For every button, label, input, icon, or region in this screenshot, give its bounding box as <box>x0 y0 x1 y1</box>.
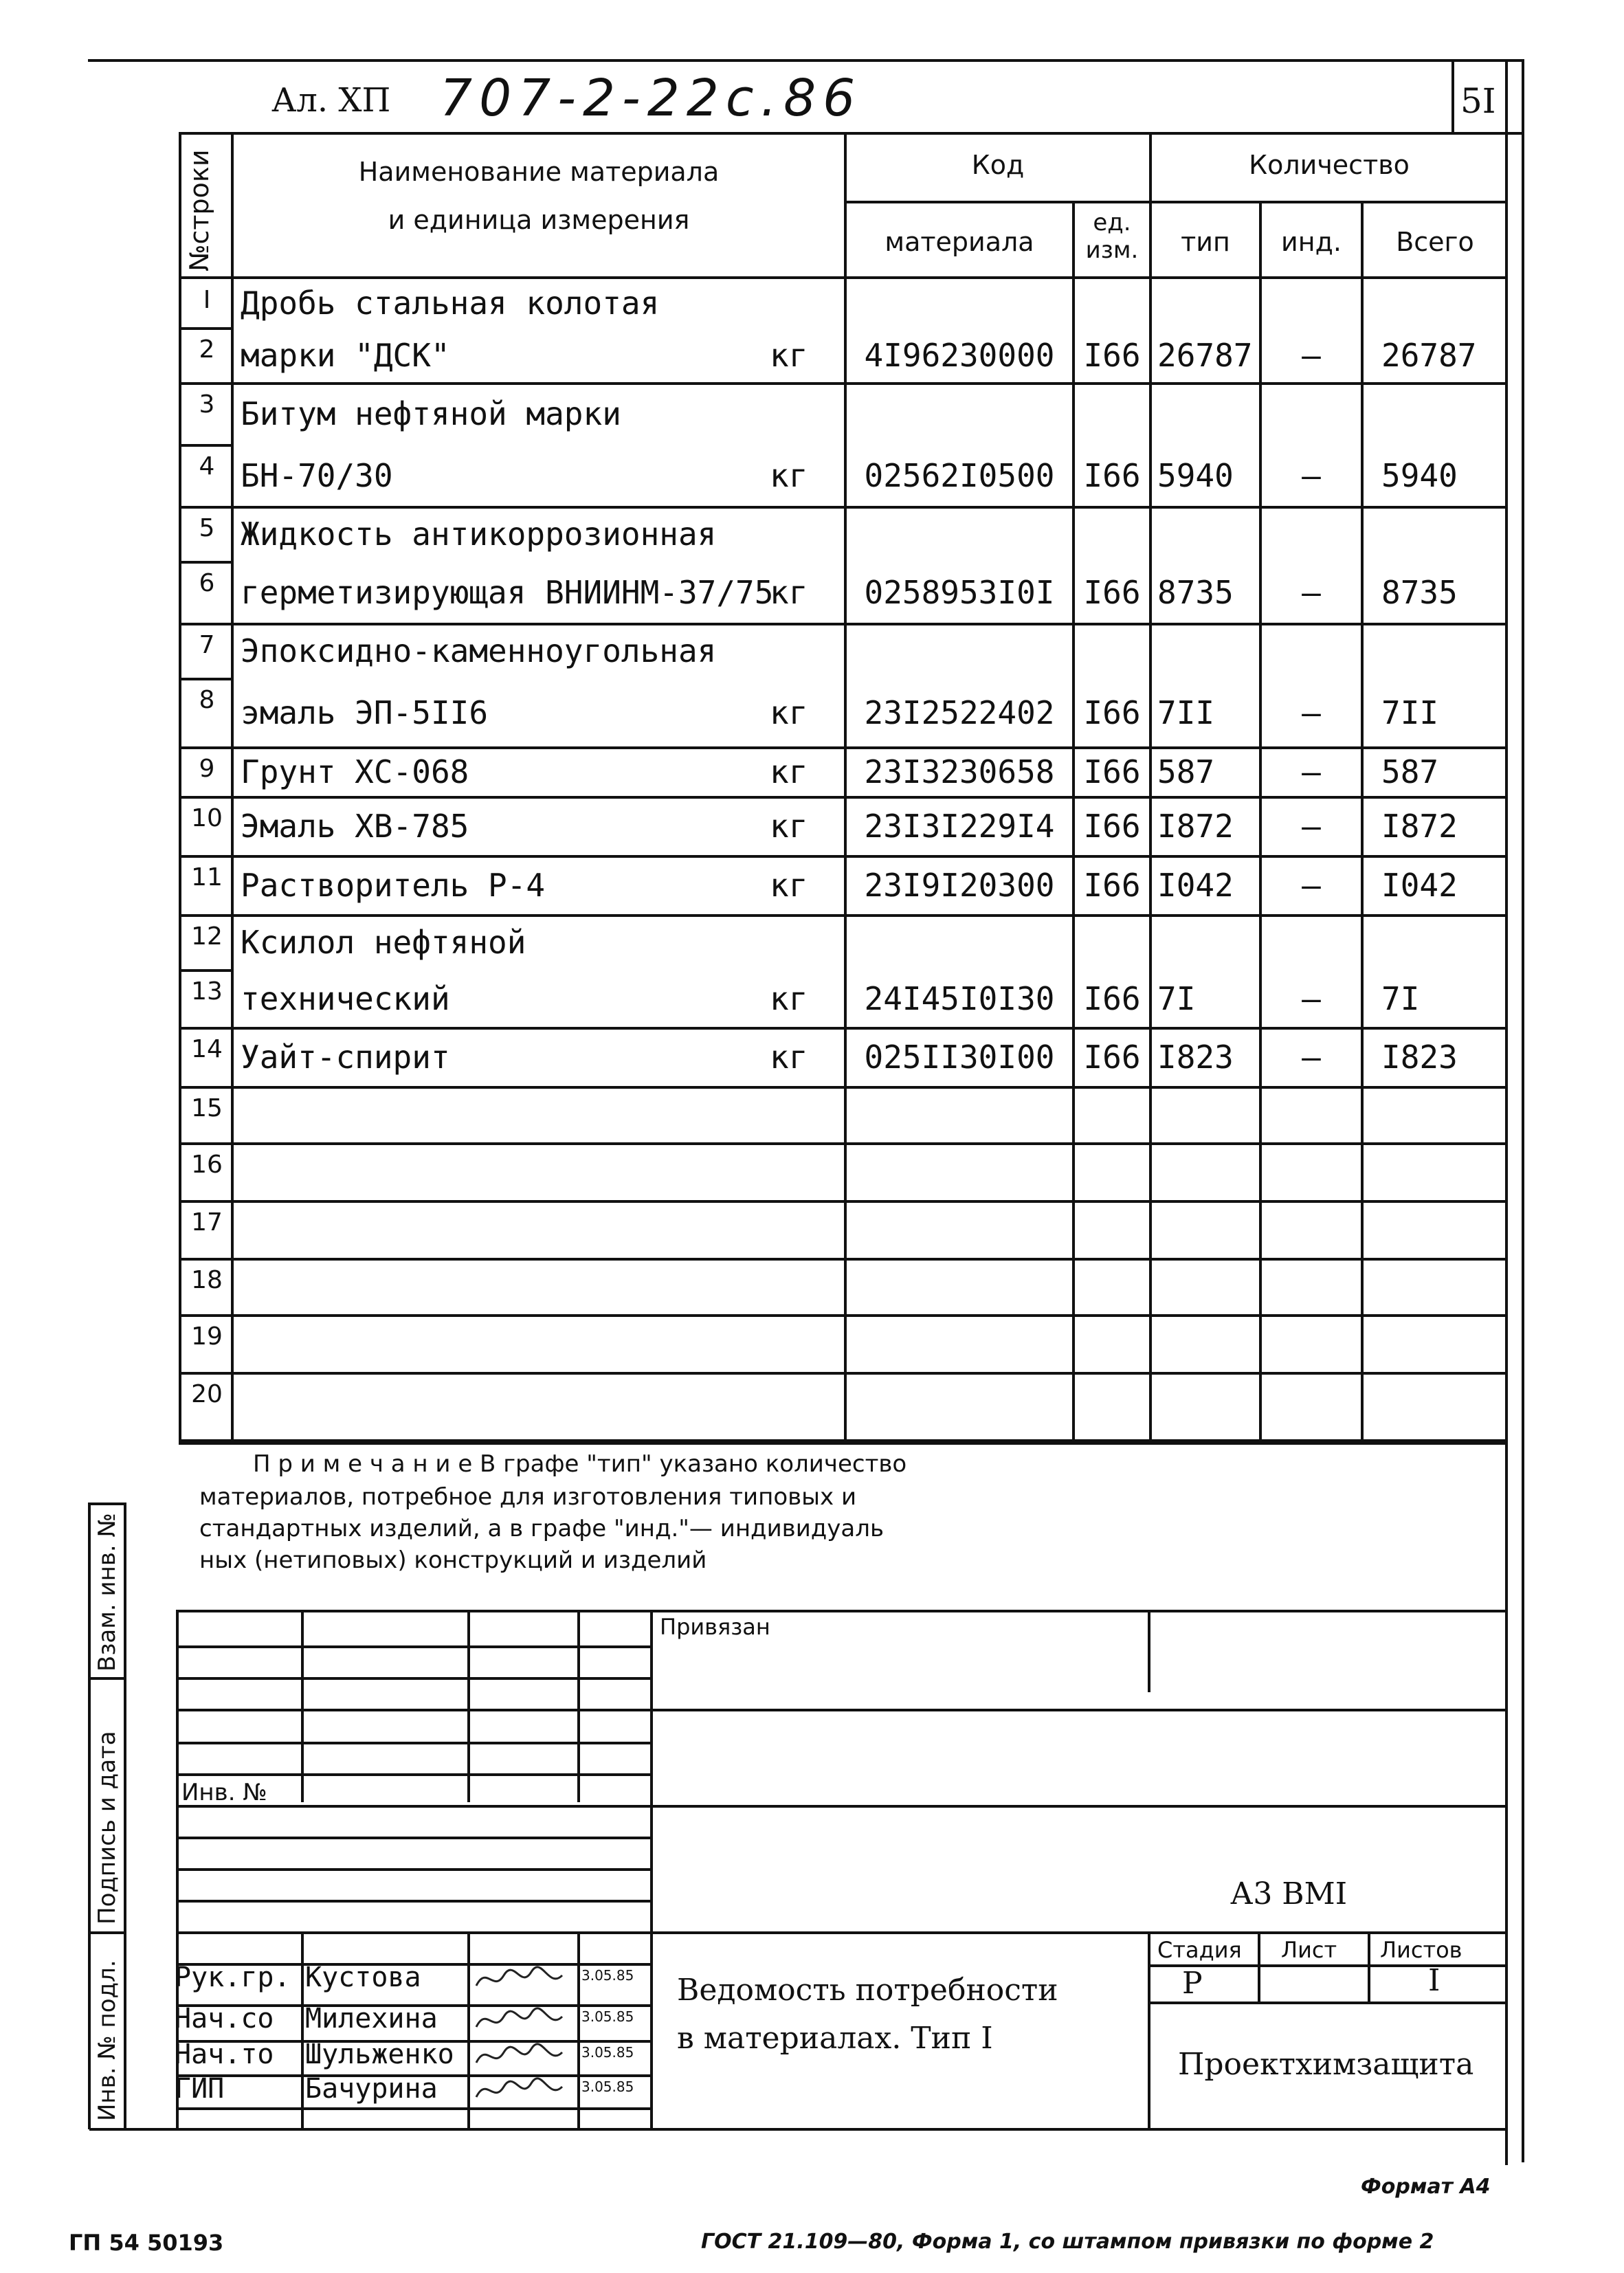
quantity-total: I823 <box>1381 1039 1458 1076</box>
material-name: марки "ДСК" <box>241 337 450 374</box>
quantity-ind: — <box>1302 980 1321 1017</box>
signer-role: Нач.со <box>175 2003 274 2034</box>
gost-label: ГОСТ 21.109—80, Форма 1, со штампом привязки по форме 2 <box>701 2230 1434 2254</box>
unit-header-line2: изм. <box>1085 236 1139 264</box>
material-code: 23I3230658 <box>864 753 1055 790</box>
unit-code: I66 <box>1083 867 1141 904</box>
page-number-divider <box>1451 59 1454 135</box>
row-separator <box>232 746 1506 749</box>
row-number: 14 <box>191 1035 223 1063</box>
row-number-separator <box>180 914 232 917</box>
quantity-header: Количество <box>1249 150 1410 180</box>
signer-col1 <box>301 1931 304 2129</box>
signer-col2 <box>467 1931 470 2129</box>
quantity-ind: — <box>1302 457 1321 494</box>
quantity-tip: 587 <box>1157 753 1215 790</box>
row-number-separator <box>180 1200 232 1203</box>
privyazan-divider <box>1148 1610 1150 1692</box>
quantity-tip: 5940 <box>1157 457 1234 494</box>
name-header-line1: Наименование материала <box>358 157 720 187</box>
stamp-bottom-line <box>89 2128 1506 2131</box>
side-label-vzam: Взам. инв. № <box>93 1513 121 1672</box>
side-strip-left <box>88 1503 91 2129</box>
material-name: герметизирующая ВНИИНМ-37/75 <box>241 574 774 611</box>
side-strip-div1 <box>88 1677 126 1680</box>
footer-code: ГП 54 50193 <box>69 2230 224 2256</box>
note-line3: стандартных изделий, а в графе "инд."— индивидуаль <box>199 1515 885 1542</box>
sheets-value: I <box>1428 1963 1441 1998</box>
sheet-col-divider <box>1368 1931 1370 2003</box>
row-number: 6 <box>199 569 215 597</box>
side-label-inv-podl: Инв. № подл. <box>93 1960 121 2121</box>
material-name: Ксилол нефтяной <box>241 924 526 961</box>
signer-name: Кустова <box>305 1962 421 1993</box>
row-separator <box>232 855 1506 858</box>
sheets-label: Листов <box>1380 1937 1462 1963</box>
row-number-header: №строки <box>184 149 214 271</box>
side-strip-right <box>124 1503 126 2129</box>
signer-name: Шульженко <box>305 2039 454 2070</box>
table-top-line <box>180 132 1524 135</box>
row-number-separator <box>180 969 232 972</box>
quantity-total: 7I <box>1381 980 1420 1017</box>
ind-header: инд. <box>1281 227 1342 257</box>
unit: кг <box>770 574 808 611</box>
privyazan-label: Привязан <box>660 1614 770 1640</box>
stamp-row-line-7 <box>177 1837 652 1839</box>
unit-code: I66 <box>1083 574 1141 611</box>
material-name: Жидкость антикоррозионная <box>241 515 717 553</box>
organization-name: Проектхимзащита <box>1178 2047 1474 2082</box>
row-number-separator <box>180 1027 232 1030</box>
quantity-total: 7II <box>1381 694 1439 731</box>
material-name: Грунт ХС-068 <box>241 753 469 790</box>
quantity-ind: — <box>1302 1039 1321 1076</box>
album-label: Ал. ХП <box>271 81 391 120</box>
row-number: 15 <box>191 1094 223 1122</box>
inv-no-label: Инв. № <box>181 1779 267 1806</box>
code-header: Код <box>971 150 1025 180</box>
row-separator <box>232 1258 1506 1261</box>
row-number: 9 <box>199 755 215 783</box>
quantity-tip: 8735 <box>1157 574 1234 611</box>
row-number-separator <box>180 561 232 564</box>
side-strip-top <box>88 1503 126 1505</box>
quantity-total: 8735 <box>1381 574 1458 611</box>
quantity-ind: — <box>1302 808 1321 845</box>
row-number: 10 <box>191 804 223 832</box>
stamp-row-line-8 <box>177 1868 652 1871</box>
unit-code: I66 <box>1083 337 1141 374</box>
stage-value-line <box>1148 2002 1506 2004</box>
quantity-tip: I823 <box>1157 1039 1234 1076</box>
right-border-line <box>1522 59 1524 2162</box>
row-number-separator <box>180 1142 232 1145</box>
doc-title-line2: в материалах. Тип I <box>677 2021 993 2056</box>
material-code: 23I9I20300 <box>864 867 1055 904</box>
quantity-ind: — <box>1302 337 1321 374</box>
row-number: 16 <box>191 1151 223 1179</box>
col-line-code <box>844 132 847 1445</box>
row-separator <box>232 1086 1506 1089</box>
doc-title-line1: Ведомость потребности <box>677 1973 1058 2008</box>
material-code: 025II30I00 <box>864 1039 1055 1076</box>
row-separator <box>232 1372 1506 1375</box>
row-separator <box>232 1142 1506 1145</box>
stage-value: Р <box>1182 1966 1203 2001</box>
total-header: Всего <box>1396 227 1474 257</box>
right-inner-line <box>1505 62 1508 2165</box>
material-header: материала <box>885 227 1034 257</box>
row-separator <box>232 623 1506 625</box>
row-number-separator <box>180 1258 232 1261</box>
row-number-separator <box>180 382 232 385</box>
quantity-tip: I042 <box>1157 867 1234 904</box>
row-separator <box>232 382 1506 385</box>
unit: кг <box>770 694 808 731</box>
material-name: Битум нефтяной марки <box>241 395 621 432</box>
material-name: эмаль ЭП-5II6 <box>241 694 489 731</box>
stamp-row-line-2 <box>177 1677 652 1680</box>
signer-col3 <box>577 1931 580 2129</box>
unit-code: I66 <box>1083 980 1141 1017</box>
unit: кг <box>770 867 808 904</box>
row-number-separator <box>180 855 232 858</box>
unit: кг <box>770 457 808 494</box>
signer-name: Милехина <box>305 2003 438 2034</box>
row-number: 19 <box>191 1322 223 1351</box>
unit: кг <box>770 337 808 374</box>
note-line1: П р и м е ч а н и е В графе "тип" указано количество <box>253 1450 907 1478</box>
row-number: 13 <box>191 977 223 1006</box>
format-label: Формат А4 <box>1361 2175 1491 2199</box>
row-number-separator <box>180 678 232 680</box>
signer-date: 3.05.85 <box>581 1967 634 1984</box>
row-number-separator <box>180 444 232 447</box>
row-number: 4 <box>199 452 215 480</box>
unit-code: I66 <box>1083 808 1141 845</box>
material-code: 0258953I0I <box>864 574 1055 611</box>
material-code: 02562I0500 <box>864 457 1055 494</box>
tip-header: тип <box>1181 227 1230 257</box>
table-bottom-line <box>180 1442 1506 1445</box>
material-name: Дробь стальная колотая <box>241 285 660 322</box>
row-number-separator <box>180 327 232 330</box>
stamp-row-line-6 <box>177 1805 1506 1808</box>
stamp-row-line-5 <box>177 1773 652 1776</box>
stamp-row-line-3 <box>177 1709 1506 1711</box>
unit: кг <box>770 980 808 1017</box>
row-number: I <box>203 286 211 314</box>
row-number-separator <box>180 796 232 799</box>
row-number: 12 <box>191 922 223 951</box>
quantity-total: 587 <box>1381 753 1439 790</box>
signature-mark <box>473 2003 576 2037</box>
material-name: Эмаль ХВ-785 <box>241 808 469 845</box>
row-number: 11 <box>191 863 223 891</box>
unit-code: I66 <box>1083 694 1141 731</box>
row-number: 5 <box>199 514 215 542</box>
row-number: 18 <box>191 1266 223 1294</box>
quantity-ind: — <box>1302 574 1321 611</box>
material-code: 24I45I0I30 <box>864 980 1055 1017</box>
signer-date: 3.05.85 <box>581 2008 634 2025</box>
signer-date: 3.05.85 <box>581 2044 634 2061</box>
row-separator <box>232 914 1506 917</box>
signer-role: Рук.гр. <box>175 1962 291 1993</box>
stamp-row-line-1 <box>177 1645 652 1648</box>
stage-label: Стадия <box>1157 1937 1242 1963</box>
stamp-row-line-9 <box>177 1900 652 1903</box>
quantity-total: 26787 <box>1381 337 1477 374</box>
signature-mark <box>473 2073 576 2107</box>
stage-col-divider <box>1258 1931 1260 2003</box>
quantity-tip: I872 <box>1157 808 1234 845</box>
side-label-podpis: Подпись и дата <box>93 1731 121 1925</box>
quantity-ind: — <box>1302 867 1321 904</box>
row-number: 3 <box>199 390 215 419</box>
material-name: Уайт-спирит <box>241 1039 450 1076</box>
quantity-tip: 26787 <box>1157 337 1253 374</box>
material-code: 23I2522402 <box>864 694 1055 731</box>
top-border-line <box>88 59 1524 62</box>
name-header-line2: и единица измерения <box>388 205 690 235</box>
signature-mark <box>473 2039 576 2073</box>
signer-date: 3.05.85 <box>581 2078 634 2095</box>
row-number: 7 <box>199 631 215 659</box>
unit: кг <box>770 1039 808 1076</box>
header-bottom-line <box>180 276 1506 279</box>
quantity-total: I872 <box>1381 808 1458 845</box>
row-number-separator <box>180 623 232 625</box>
quantity-total: 5940 <box>1381 457 1458 494</box>
row-separator <box>232 1314 1506 1317</box>
signer-line-5 <box>177 2107 652 2110</box>
unit: кг <box>770 753 808 790</box>
project-mark: А3 ВМI <box>1230 1876 1348 1911</box>
signature-mark <box>473 1962 576 1996</box>
signer-name: Бачурина <box>305 2073 438 2105</box>
row-separator <box>232 506 1506 509</box>
row-number: 17 <box>191 1208 223 1237</box>
quantity-tip: 7II <box>1157 694 1215 731</box>
note-line4: ных (нетиповых) конструкций и изделий <box>199 1546 707 1574</box>
project-code: 707-2-22с.86 <box>440 69 863 128</box>
sheet-label: Лист <box>1281 1937 1337 1963</box>
signer-role: ГИП <box>175 2073 225 2105</box>
row-number: 8 <box>199 686 215 714</box>
row-number-separator <box>180 1314 232 1317</box>
material-name: БН-70/30 <box>241 457 393 494</box>
material-code: 23I3I229I4 <box>864 808 1055 845</box>
row-separator <box>232 1027 1506 1030</box>
stamp-row-line-4 <box>177 1742 652 1744</box>
unit-code: I66 <box>1083 457 1141 494</box>
unit-code: I66 <box>1083 1039 1141 1076</box>
material-name: Эпоксидно-каменноугольная <box>241 632 717 669</box>
side-strip-div2 <box>88 1931 126 1934</box>
row-number-separator <box>180 506 232 509</box>
quantity-total: I042 <box>1381 867 1458 904</box>
page-number: 5I <box>1460 81 1496 121</box>
unit-code: I66 <box>1083 753 1141 790</box>
row-separator <box>232 1200 1506 1203</box>
col-line-tip <box>1149 132 1152 1445</box>
stamp-top-line <box>177 1610 1506 1612</box>
row-number-separator <box>180 1372 232 1375</box>
unit: кг <box>770 808 808 845</box>
note-line2: материалов, потребное для изготовления типовых и <box>199 1483 857 1511</box>
title-divider <box>1148 1931 1150 2129</box>
row-number-separator <box>180 746 232 749</box>
quantity-ind: — <box>1302 694 1321 731</box>
row-number-separator <box>180 1086 232 1089</box>
row-number: 20 <box>191 1380 223 1408</box>
quantity-tip: 7I <box>1157 980 1196 1017</box>
header-mid-line <box>847 201 1506 203</box>
stamp-row-line-10 <box>177 1931 1506 1934</box>
row-number: 2 <box>199 335 215 364</box>
quantity-ind: — <box>1302 753 1321 790</box>
material-name: Растворитель Р-4 <box>241 867 546 904</box>
signer-role: Нач.то <box>175 2039 274 2070</box>
row-separator <box>232 796 1506 799</box>
material-name: технический <box>241 980 450 1017</box>
unit-header-line1: ед. <box>1093 209 1131 236</box>
material-code: 4I96230000 <box>864 337 1055 374</box>
